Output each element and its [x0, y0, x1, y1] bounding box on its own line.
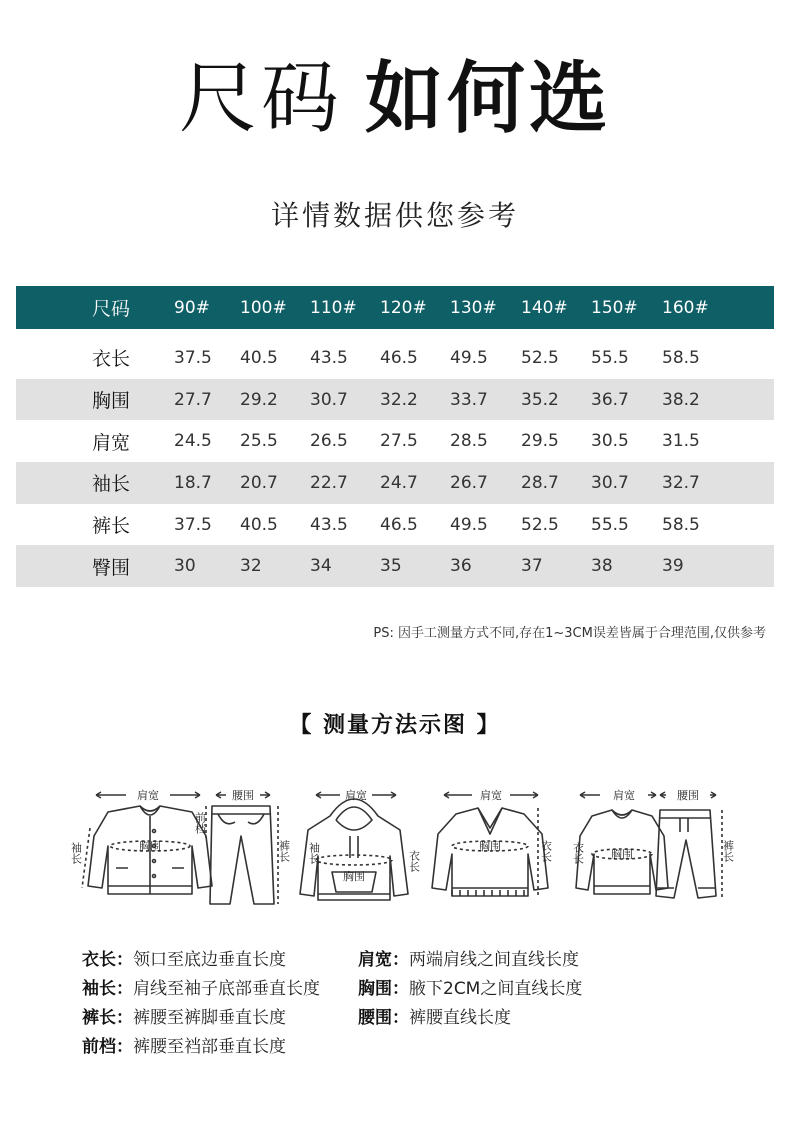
header-size: 100#	[240, 297, 287, 318]
diagram-label: 胸围	[479, 840, 501, 853]
table-cell: 22.7	[310, 472, 348, 493]
diagram-label: 腰围	[677, 789, 699, 802]
size-table-body	[16, 337, 774, 587]
legend-item: 肩宽：两端肩线之间直线长度	[358, 950, 579, 970]
table-cell: 28.7	[521, 472, 559, 493]
table-row	[16, 420, 774, 462]
table-cell: 37	[521, 556, 543, 577]
legend-right	[358, 946, 582, 1033]
table-cell: 46.5	[380, 347, 418, 368]
title-part2: 如何选	[365, 54, 612, 144]
table-row	[16, 545, 774, 587]
table-cell: 35	[380, 556, 402, 577]
table-cell: 26.5	[310, 431, 348, 452]
table-row	[16, 462, 774, 504]
table-cell: 26.7	[450, 472, 488, 493]
diagram-label: 裤长	[721, 840, 735, 862]
header-label: 尺码	[92, 298, 131, 320]
diagram-label: 腰围	[232, 789, 254, 802]
header-size: 130#	[450, 297, 497, 318]
diagram-label: 肩宽	[480, 789, 502, 802]
measurement-note: PS: 因手工测量方式不同,存在1~3CM误差皆属于合理范围,仅供参考	[373, 626, 766, 641]
table-cell: 30.7	[591, 472, 629, 493]
page-title	[0, 54, 790, 144]
legend-item: 胸围：腋下2CM之间直线长度	[358, 979, 583, 999]
diagram-label: 胸围	[139, 840, 161, 853]
diagram-label: 胸围	[343, 870, 365, 883]
table-row	[16, 504, 774, 546]
diagram-label: 胸围	[611, 848, 633, 861]
section-title: 【 测量方法示图 】	[289, 713, 501, 738]
table-cell: 29.2	[240, 389, 278, 410]
table-cell: 38	[591, 556, 613, 577]
table-cell: 49.5	[450, 514, 488, 535]
header-size: 150#	[591, 297, 638, 318]
table-cell: 43.5	[310, 347, 348, 368]
table-cell: 58.5	[662, 347, 700, 368]
table-cell: 38.2	[662, 389, 700, 410]
table-cell: 58.5	[662, 514, 700, 535]
table-cell: 36	[450, 556, 472, 577]
diagram-label: 肩宽	[137, 789, 159, 802]
size-table	[16, 286, 774, 587]
legend-item: 衣长：领口至底边垂直长度	[82, 950, 286, 970]
table-cell: 30.5	[591, 431, 629, 452]
title-part1: 尺码	[178, 54, 343, 144]
table-cell: 18.7	[174, 472, 212, 493]
table-cell: 32	[240, 556, 262, 577]
diagram-label: 前档	[193, 812, 207, 834]
table-row	[16, 337, 774, 379]
table-cell: 27.5	[380, 431, 418, 452]
header-size: 140#	[521, 297, 568, 318]
page-subtitle: 详情数据供您参考	[270, 199, 519, 232]
row-label: 肩宽	[92, 431, 131, 454]
header-size: 90#	[174, 297, 210, 318]
legend-item: 裤长：裤腰至裤脚垂直长度	[82, 1008, 286, 1028]
table-cell: 55.5	[591, 347, 629, 368]
row-label: 袖长	[92, 473, 131, 496]
diagram-label: 袖长	[69, 842, 83, 864]
pants-icon	[206, 806, 278, 904]
row-label: 臀围	[92, 556, 131, 579]
diagram-label: 肩宽	[345, 789, 367, 802]
table-cell: 52.5	[521, 347, 559, 368]
table-cell: 32.2	[380, 389, 418, 410]
table-cell: 39	[662, 556, 684, 577]
row-label: 衣长	[92, 348, 131, 371]
table-cell: 33.7	[450, 389, 488, 410]
table-cell: 46.5	[380, 514, 418, 535]
table-row	[16, 379, 774, 421]
size-table-header	[16, 286, 774, 329]
header-size: 120#	[380, 297, 427, 318]
table-cell: 20.7	[240, 472, 278, 493]
table-cell: 27.7	[174, 389, 212, 410]
header-size: 110#	[310, 297, 357, 318]
row-label: 胸围	[92, 390, 131, 413]
table-cell: 34	[310, 556, 332, 577]
diagram-label: 衣长	[571, 842, 585, 864]
table-cell: 30.7	[310, 389, 348, 410]
diagram-label: 衣长	[407, 850, 421, 872]
table-cell: 40.5	[240, 347, 278, 368]
table-cell: 24.7	[380, 472, 418, 493]
measurement-diagram	[60, 776, 740, 916]
table-cell: 40.5	[240, 514, 278, 535]
table-cell: 37.5	[174, 347, 212, 368]
table-cell: 24.5	[174, 431, 212, 452]
header-size: 160#	[662, 297, 709, 318]
diagram-label: 裤长	[277, 840, 291, 862]
table-cell: 30	[174, 556, 196, 577]
table-cell: 37.5	[174, 514, 212, 535]
legend-item: 前档：裤腰至裆部垂直长度	[82, 1037, 286, 1057]
table-cell: 25.5	[240, 431, 278, 452]
table-cell: 55.5	[591, 514, 629, 535]
diagram-label: 肩宽	[613, 789, 635, 802]
legend-left	[82, 946, 320, 1062]
table-cell: 32.7	[662, 472, 700, 493]
table-cell: 28.5	[450, 431, 488, 452]
legend-item: 腰围：裤腰直线长度	[358, 1008, 511, 1028]
diagram-label: 衣长	[539, 840, 553, 862]
row-label: 裤长	[92, 515, 131, 538]
table-cell: 43.5	[310, 514, 348, 535]
table-cell: 49.5	[450, 347, 488, 368]
table-cell: 52.5	[521, 514, 559, 535]
table-cell: 29.5	[521, 431, 559, 452]
table-cell: 35.2	[521, 389, 559, 410]
table-cell: 31.5	[662, 431, 700, 452]
legend-item: 袖长：肩线至袖子底部垂直长度	[82, 979, 320, 999]
table-cell: 36.7	[591, 389, 629, 410]
diagram-label: 袖长	[307, 842, 321, 864]
